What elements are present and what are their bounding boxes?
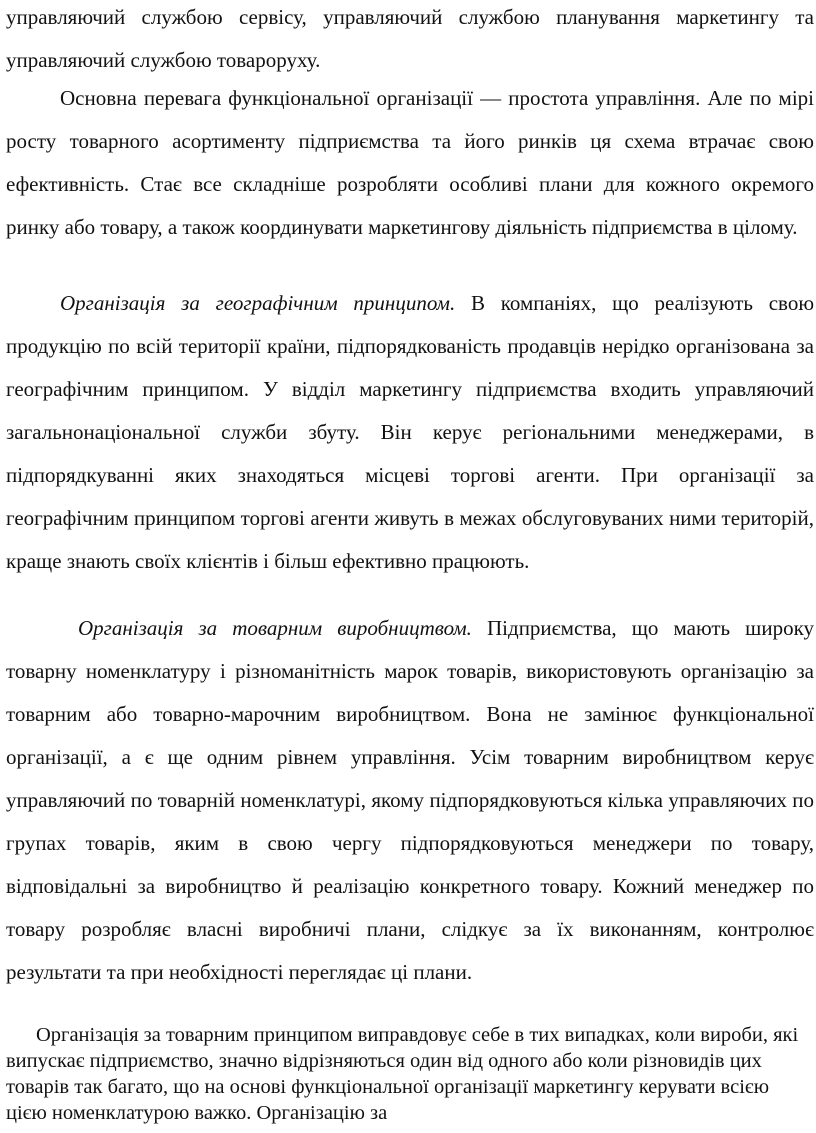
paragraph-text: Підприємства, що мають широку товарну номенклатуру і різноманітність марок товарів, використовують організацію за товарним або товарно-марочним виробництвом. Вона не замінює функціональної організації, а є ще одним рівнем управління. Усім товарним виробництвом керує управляючий по товарній номенклатурі, якому підпорядковуються кілька управляючих по групах товарів, яким в свою чергу підпорядковуються менеджери по товару, відповідальні за виробництво й реалізацію конкретного товару. Кожний менеджер по товару розробляє власні виробничі плани, слідкує за їх виконанням, контролює результати та при необхідності переглядає ці плани.	[6, 616, 814, 984]
paragraph-text: В компаніях, що реалізують свою продукцію по всій території країни, підпорядкованість продавців нерідко організована за географічним принципом. У відділ маркетингу підприємства входить управляючий загальнонаціональної служби збуту. Він керує регіональними менеджерами, в підпорядкуванні яких знаходяться місцеві торгові агенти. При організації за географічним принципом торгові агенти живуть в межах обслуговуваних ними територій, краще знають своїх клієнтів і більш ефективно працюють.	[6, 291, 815, 573]
paragraph-heading: Організація за товарним виробництвом.	[78, 616, 472, 640]
paragraph-heading: Організація за географічним принципом.	[60, 291, 456, 315]
paragraph-text: управляючий службою сервісу, управляючий службою планування маркетингу та управляючий службою товароруху.	[6, 5, 814, 72]
paragraph-product	[6, 607, 814, 994]
paragraph-text: Основна перевага функціональної організації — простота управління. Але по мірі росту товарного асортименту підприємства та його ринків ця схема втрачає свою ефективність. Стає все складніше розробляти особливі плани для кожного окремого ринку або товару, а також координувати маркетингову діяльність підприємства в цілому.	[6, 86, 814, 239]
paragraph-text: Організація за товарним принципом виправдовує себе в тих випадках, коли вироби, які випускає підприємство, значно відрізняються один від одного або коли різновидів цих товарів так багато, що на основі функціональної організації маркетингу керувати всією цією номенклатурою важко. Організацію за	[6, 1024, 799, 1124]
paragraph-functional-advantage	[6, 77, 814, 249]
paragraph-product-principle	[6, 1022, 806, 1126]
paragraph-continuation	[6, 0, 814, 82]
paragraph-geographic	[6, 282, 814, 583]
